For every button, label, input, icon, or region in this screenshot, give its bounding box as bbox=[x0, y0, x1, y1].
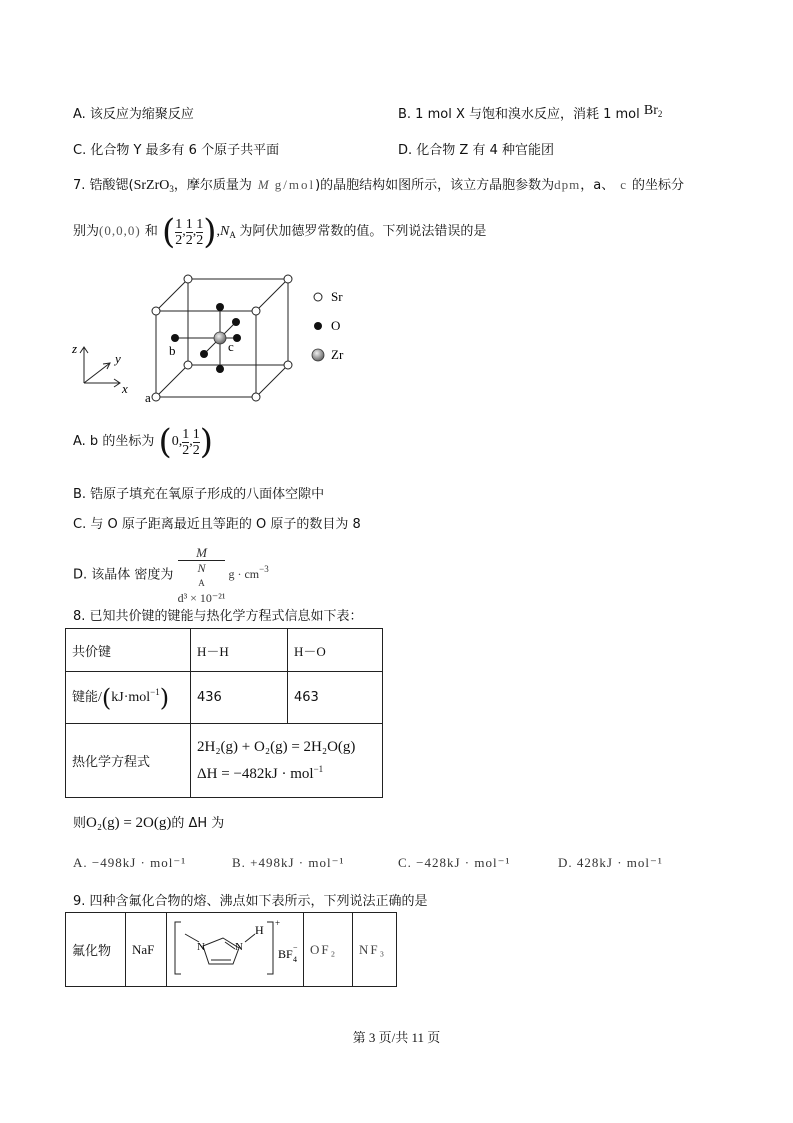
q7-stem-text-6: 别为 bbox=[73, 224, 100, 240]
bond-energy-unit-sup: −1 bbox=[150, 686, 160, 697]
table-cell: H－H bbox=[191, 629, 288, 672]
q7-stem-text-7: 和 bbox=[144, 224, 158, 240]
q7-option-d bbox=[73, 545, 269, 606]
q6-option-a: A. 该反应为缩聚反应 bbox=[73, 107, 194, 122]
frac-num: 1 bbox=[182, 426, 190, 442]
density-unit-sup: −3 bbox=[259, 564, 269, 575]
axis-x-label: x bbox=[122, 381, 128, 396]
table-row bbox=[66, 672, 383, 724]
table-cell bbox=[167, 913, 304, 987]
q7-stem-line1 bbox=[73, 174, 684, 194]
q7-coord-a: (0,0,0) bbox=[99, 223, 141, 239]
frac-num: 1 bbox=[185, 216, 193, 232]
bond-energy-label: 键能 bbox=[72, 689, 99, 705]
q7-coord-c: ( $\frac{1}{2}$ , $\frac{1}{2}$ , $\frac{1}{2}$ )$,N_A$ bbox=[161, 212, 236, 252]
table-cell: 键能/(kJ·mol$^{-1}$) bbox=[66, 672, 191, 724]
q9-stem: 9. 四种含氟化合物的熔、沸点如下表所示，下列说法正确的是 bbox=[73, 894, 428, 909]
q6-option-d: D. 化合物 Z 有 4 种官能团 bbox=[398, 143, 554, 158]
n-left: N bbox=[197, 940, 205, 953]
coord-zero: 0 bbox=[171, 434, 179, 450]
thermo-dh-sup: −1 bbox=[313, 764, 324, 774]
q7-option-b: B. 锆原子填充在氧原子形成的八面体空隙中 bbox=[73, 487, 325, 502]
br-symbol: Br bbox=[643, 103, 658, 118]
density-den-rest: d³ × 10⁻²¹ bbox=[177, 591, 226, 605]
table-row bbox=[66, 913, 397, 987]
anion-sup: − bbox=[293, 942, 298, 952]
table-cell: NF₃ bbox=[353, 913, 397, 987]
table-cell: 共价键 bbox=[66, 629, 191, 672]
n-right: N bbox=[235, 940, 243, 953]
q7-stem-text-1: 7. 锆酸锶( bbox=[73, 178, 134, 193]
density-na: N bbox=[197, 561, 206, 575]
frac-num: 1 bbox=[175, 216, 183, 232]
label-a: a bbox=[145, 390, 151, 405]
o-atom bbox=[200, 350, 208, 358]
q7-lattice-param: dpm bbox=[554, 177, 581, 192]
table-cell: 436 bbox=[191, 672, 288, 724]
zr-atom bbox=[214, 332, 226, 344]
table-row bbox=[66, 724, 383, 798]
q7-stem-text-8: 为阿伏加德罗常数的值。下列说法错误的是 bbox=[239, 224, 487, 240]
ion-plus: + bbox=[275, 917, 281, 928]
table-cell: NaF bbox=[126, 913, 167, 987]
label-c: c bbox=[228, 339, 234, 354]
frac-num: 1 bbox=[196, 216, 204, 232]
q6-option-b bbox=[398, 103, 662, 123]
q7-option-c: C. 与 O 原子距离最近且等距的 O 原子的数目为 8 bbox=[73, 517, 361, 532]
q7-stem-text-4: ，a、 bbox=[580, 178, 615, 193]
table-row bbox=[66, 629, 383, 672]
q7-molar-mass-symbol: M bbox=[257, 177, 269, 192]
density-numerator: M bbox=[178, 545, 226, 561]
q7-c-label: c bbox=[620, 177, 627, 192]
ion-h: H bbox=[255, 922, 264, 937]
q8-ask bbox=[73, 812, 224, 832]
thermo-enthalpy bbox=[197, 758, 376, 785]
q8-table bbox=[65, 628, 383, 798]
q6-option-b-text: B. 1 mol X 与饱和溴水反应，消耗 1 mol bbox=[398, 107, 640, 122]
legend-o-icon bbox=[314, 322, 322, 330]
na-subscript: A bbox=[229, 230, 236, 241]
q7-molar-mass-unit: g/mol bbox=[274, 177, 316, 192]
density-na-sub: A bbox=[198, 578, 205, 588]
q7-stem-line2 bbox=[73, 212, 486, 252]
q7-stem-text-2: ，摩尔质量为 bbox=[173, 178, 252, 193]
o-atom bbox=[233, 334, 241, 342]
na-symbol: N bbox=[220, 224, 230, 240]
legend-o-label: O bbox=[331, 318, 341, 333]
legend-zr-label: Zr bbox=[331, 347, 344, 362]
o-atom bbox=[216, 303, 224, 311]
legend-zr-icon bbox=[312, 349, 324, 361]
axis-z-label: z bbox=[72, 341, 78, 356]
q7-stem-text-3: )的晶胞结构如图所示，该立方晶胞参数为 bbox=[315, 178, 555, 193]
sr-atom bbox=[252, 307, 260, 315]
table-cell: H－O bbox=[288, 629, 383, 672]
q8-stem: 8. 已知共价键的键能与热化学方程式信息如下表： bbox=[73, 609, 363, 624]
q8-option-b: B. +498kJ · mol⁻¹ bbox=[232, 855, 345, 870]
table-cell: 氟化物 bbox=[66, 913, 126, 987]
sr-atom bbox=[152, 307, 160, 315]
table-cell: OF₂ bbox=[304, 913, 353, 987]
table-cell: 热化学方程式 bbox=[66, 724, 191, 798]
sr-atom bbox=[152, 393, 160, 401]
density-denominator bbox=[178, 561, 226, 606]
q6-option-b-formula bbox=[644, 103, 663, 118]
imidazolium-structure bbox=[171, 916, 299, 980]
axis-y-label: y bbox=[115, 351, 121, 366]
br-subscript: 2 bbox=[657, 109, 663, 119]
thermo-equation: 2H₂(g) + O₂(g) = 2H₂O(g) bbox=[197, 739, 356, 755]
table-cell: 463 bbox=[288, 672, 383, 724]
q7-formula-main: SrZrO bbox=[133, 178, 170, 193]
frac-den: 2 bbox=[182, 442, 190, 458]
q8-ask-prefix: 则 bbox=[73, 816, 87, 831]
q9-table bbox=[65, 912, 397, 987]
q8-option-a: A. −498kJ · mol⁻¹ bbox=[73, 855, 187, 870]
frac-num: 1 bbox=[192, 426, 200, 442]
sr-atom bbox=[284, 275, 292, 283]
anion-sub: 4 bbox=[293, 954, 297, 964]
frac-den: 2 bbox=[185, 232, 193, 248]
o-atom bbox=[171, 334, 179, 342]
sr-atom bbox=[184, 361, 192, 369]
legend-sr-label: Sr bbox=[331, 289, 343, 304]
frac-den: 2 bbox=[175, 232, 183, 248]
density-unit: g · cm bbox=[228, 567, 260, 582]
q6-option-c: C. 化合物 Y 最多有 6 个原子共平面 bbox=[73, 143, 280, 158]
q7-stem-text-5: 的坐标分 bbox=[632, 178, 685, 193]
sr-atom bbox=[252, 393, 260, 401]
q7-option-a-coord: (0, $\frac{1}{2}$ , $\frac{1}{2}$ ) bbox=[158, 422, 213, 462]
q7-formula bbox=[134, 178, 174, 193]
q8-ask-suffix: 的 ΔH 为 bbox=[171, 816, 225, 831]
q7-option-a-text: A. b 的坐标为 bbox=[73, 434, 155, 450]
o-atom bbox=[232, 318, 240, 326]
unit-cell-diagram bbox=[70, 265, 390, 410]
axes-icon bbox=[80, 347, 120, 387]
q8-ask-equation: O₂(g) = 2O(g) bbox=[86, 815, 172, 831]
bond-energy-unit: kJ·mol bbox=[111, 689, 151, 705]
frac-den: 2 bbox=[196, 232, 204, 248]
q7-option-d-text: D. 该晶体 密度为 bbox=[73, 567, 174, 583]
q7-option-a bbox=[73, 422, 213, 462]
legend-sr-icon bbox=[314, 293, 322, 301]
q7-formula-sub: 3 bbox=[169, 184, 174, 194]
anion-bf: BF bbox=[278, 946, 293, 961]
sr-atom bbox=[184, 275, 192, 283]
q8-option-d: D. 428kJ · mol⁻¹ bbox=[558, 855, 663, 870]
q8-option-c: C. −428kJ · mol⁻¹ bbox=[398, 855, 511, 870]
thermo-dh: ΔH = −482kJ · mol bbox=[197, 766, 314, 782]
table-cell bbox=[191, 724, 383, 798]
label-b: b bbox=[169, 343, 176, 358]
o-atom bbox=[216, 365, 224, 373]
sr-atom bbox=[284, 361, 292, 369]
page-footer: 第 3 页/共 11 页 bbox=[352, 1030, 441, 1045]
q7-density-expr bbox=[177, 545, 269, 605]
frac-den: 2 bbox=[192, 442, 200, 458]
